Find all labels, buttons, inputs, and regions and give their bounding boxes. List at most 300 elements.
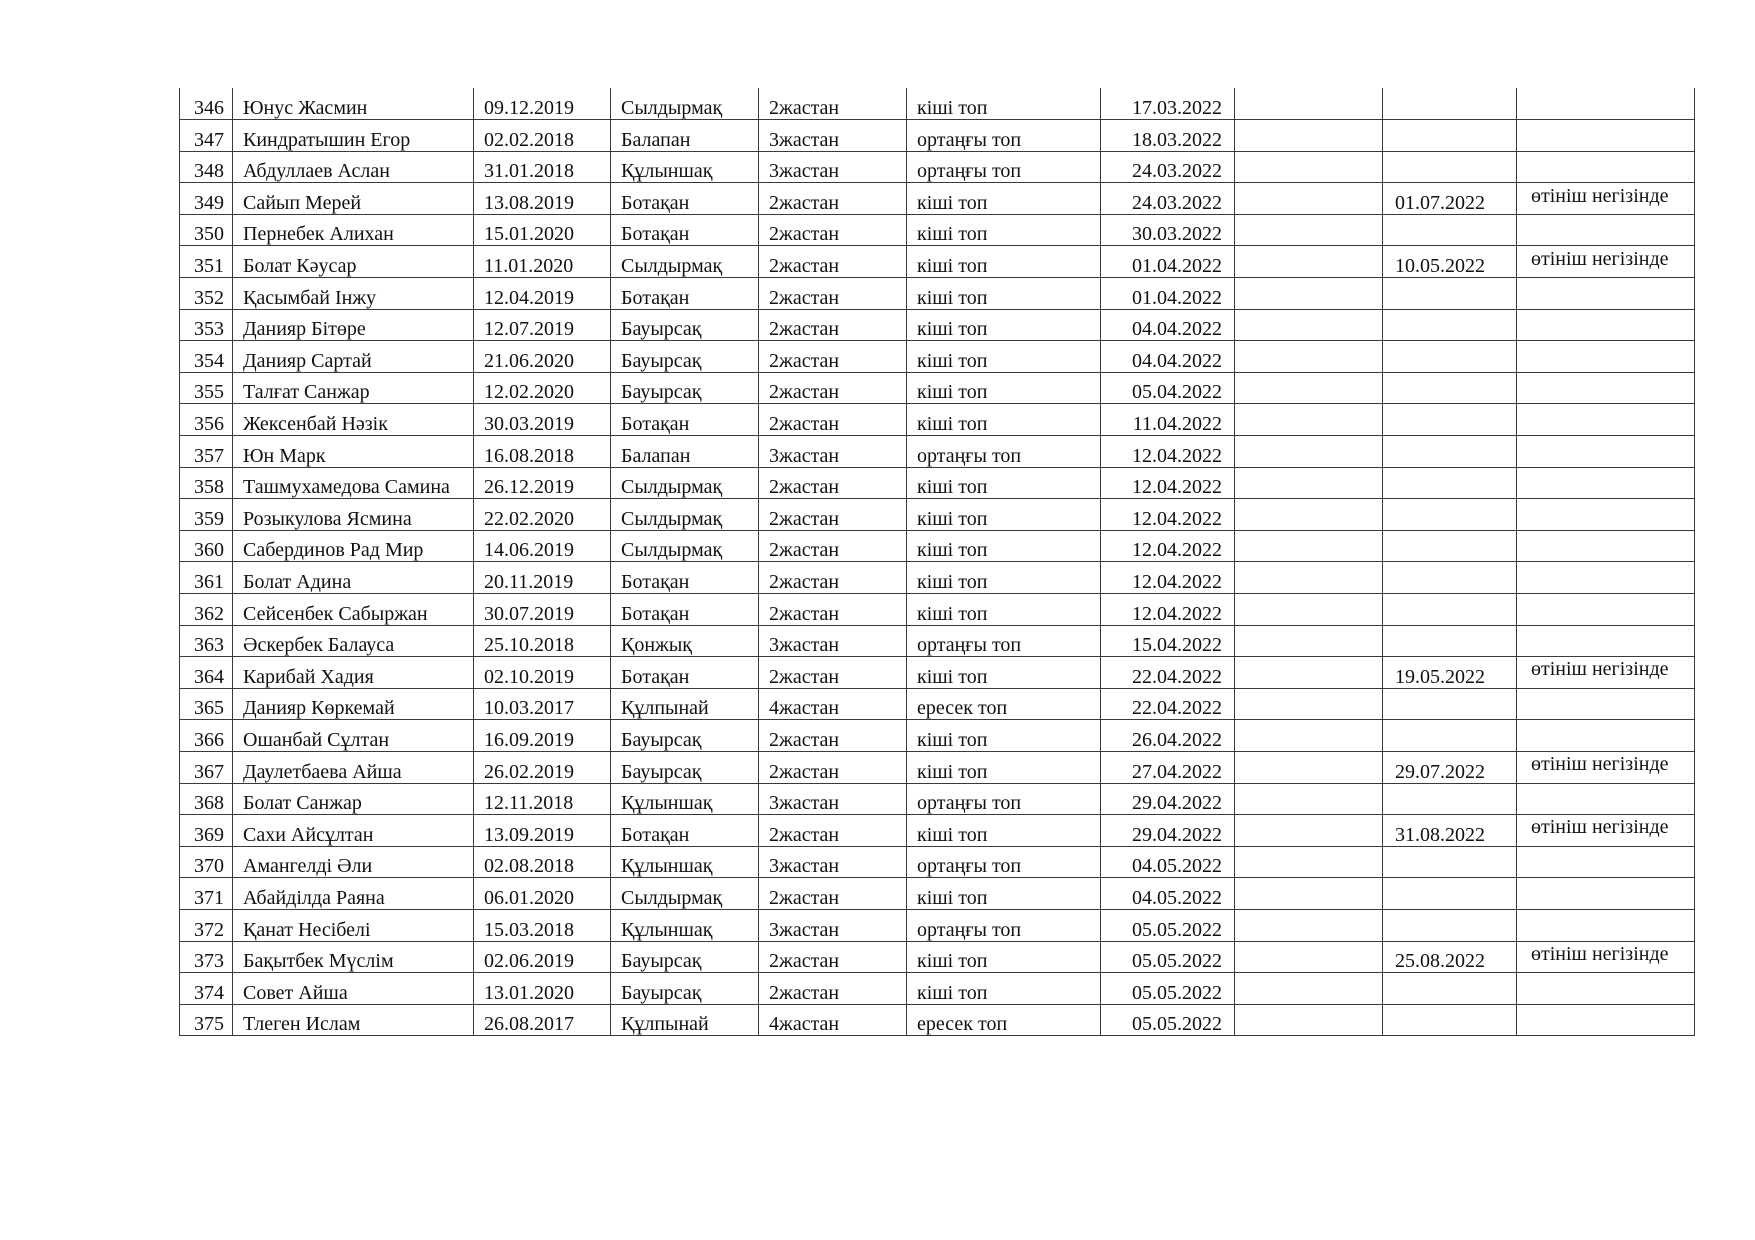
empty-cell xyxy=(1235,120,1383,152)
admission-date: 29.04.2022 xyxy=(1101,815,1235,847)
group-name: Бауырсақ xyxy=(611,372,759,404)
row-number: 353 xyxy=(180,309,233,341)
admission-date: 12.04.2022 xyxy=(1101,530,1235,562)
row-number: 348 xyxy=(180,151,233,183)
row-number: 371 xyxy=(180,878,233,910)
age-category: 3жастан xyxy=(759,909,907,941)
departure-date xyxy=(1383,594,1517,626)
admission-date: 24.03.2022 xyxy=(1101,151,1235,183)
child-name: Болат Санжар xyxy=(233,783,474,815)
child-name: Жексенбай Нәзік xyxy=(233,404,474,436)
age-category: 3жастан xyxy=(759,151,907,183)
group-name: Құлыншақ xyxy=(611,151,759,183)
empty-cell xyxy=(1235,341,1383,373)
empty-cell xyxy=(1235,751,1383,783)
birth-date: 13.08.2019 xyxy=(474,183,611,215)
birth-date: 12.04.2019 xyxy=(474,278,611,310)
child-name: Ташмухамедова Самина xyxy=(233,467,474,499)
admission-date: 18.03.2022 xyxy=(1101,120,1235,152)
admission-date: 05.05.2022 xyxy=(1101,909,1235,941)
group-name: Бауырсақ xyxy=(611,720,759,752)
row-number: 359 xyxy=(180,499,233,531)
admission-date: 11.04.2022 xyxy=(1101,404,1235,436)
departure-note xyxy=(1517,341,1695,373)
empty-cell xyxy=(1235,499,1383,531)
admission-date: 22.04.2022 xyxy=(1101,657,1235,689)
birth-date: 26.12.2019 xyxy=(474,467,611,499)
table-row xyxy=(180,183,1695,215)
child-name: Карибай Хадия xyxy=(233,657,474,689)
table-row xyxy=(180,214,1695,246)
admission-date: 12.04.2022 xyxy=(1101,499,1235,531)
row-number: 369 xyxy=(180,815,233,847)
age-category: 3жастан xyxy=(759,846,907,878)
child-name: Талғат Санжар xyxy=(233,372,474,404)
group-name: Ботақан xyxy=(611,183,759,215)
departure-note xyxy=(1517,120,1695,152)
age-category: 2жастан xyxy=(759,214,907,246)
empty-cell xyxy=(1235,246,1383,278)
empty-cell xyxy=(1235,973,1383,1005)
group-level: ересек топ xyxy=(907,688,1101,720)
group-name: Бауырсақ xyxy=(611,941,759,973)
group-level: ортаңғы топ xyxy=(907,120,1101,152)
row-number: 373 xyxy=(180,941,233,973)
departure-date xyxy=(1383,467,1517,499)
birth-date: 26.02.2019 xyxy=(474,751,611,783)
birth-date: 12.11.2018 xyxy=(474,783,611,815)
row-number: 346 xyxy=(180,88,233,120)
group-level: кіші топ xyxy=(907,183,1101,215)
group-level: кіші топ xyxy=(907,878,1101,910)
departure-note xyxy=(1517,214,1695,246)
age-category: 2жастан xyxy=(759,941,907,973)
row-number: 363 xyxy=(180,625,233,657)
group-name: Ботақан xyxy=(611,562,759,594)
table-row xyxy=(180,151,1695,183)
table-row xyxy=(180,594,1695,626)
empty-cell xyxy=(1235,404,1383,436)
group-level: кіші топ xyxy=(907,467,1101,499)
group-level: ортаңғы топ xyxy=(907,783,1101,815)
child-name: Сайып Мерей xyxy=(233,183,474,215)
row-number: 351 xyxy=(180,246,233,278)
admission-date: 27.04.2022 xyxy=(1101,751,1235,783)
group-name: Сылдырмақ xyxy=(611,530,759,562)
departure-date: 19.05.2022 xyxy=(1383,657,1517,689)
admission-date: 12.04.2022 xyxy=(1101,436,1235,468)
table-row xyxy=(180,278,1695,310)
group-name: Сылдырмақ xyxy=(611,499,759,531)
table-row xyxy=(180,720,1695,752)
group-level: ортаңғы топ xyxy=(907,436,1101,468)
row-number: 372 xyxy=(180,909,233,941)
group-name: Ботақан xyxy=(611,214,759,246)
departure-note xyxy=(1517,467,1695,499)
empty-cell xyxy=(1235,278,1383,310)
child-name: Совет Айша xyxy=(233,973,474,1005)
departure-date xyxy=(1383,436,1517,468)
departure-note: өтініш негізінде xyxy=(1517,183,1695,215)
group-name: Бауырсақ xyxy=(611,751,759,783)
group-level: кіші топ xyxy=(907,973,1101,1005)
empty-cell xyxy=(1235,183,1383,215)
row-number: 370 xyxy=(180,846,233,878)
empty-cell xyxy=(1235,909,1383,941)
row-number: 347 xyxy=(180,120,233,152)
departure-note xyxy=(1517,309,1695,341)
birth-date: 13.01.2020 xyxy=(474,973,611,1005)
row-number: 365 xyxy=(180,688,233,720)
departure-date xyxy=(1383,625,1517,657)
child-name: Данияр Бітөре xyxy=(233,309,474,341)
child-name: Юн Марк xyxy=(233,436,474,468)
row-number: 357 xyxy=(180,436,233,468)
admission-date: 30.03.2022 xyxy=(1101,214,1235,246)
row-number: 368 xyxy=(180,783,233,815)
departure-date xyxy=(1383,151,1517,183)
departure-note xyxy=(1517,878,1695,910)
departure-date xyxy=(1383,688,1517,720)
age-category: 2жастан xyxy=(759,278,907,310)
age-category: 2жастан xyxy=(759,499,907,531)
empty-cell xyxy=(1235,436,1383,468)
empty-cell xyxy=(1235,657,1383,689)
birth-date: 30.07.2019 xyxy=(474,594,611,626)
departure-note: өтініш негізінде xyxy=(1517,941,1695,973)
group-level: кіші топ xyxy=(907,372,1101,404)
empty-cell xyxy=(1235,88,1383,120)
birth-date: 15.01.2020 xyxy=(474,214,611,246)
admission-date: 04.04.2022 xyxy=(1101,309,1235,341)
empty-cell xyxy=(1235,594,1383,626)
table-row xyxy=(180,751,1695,783)
age-category: 2жастан xyxy=(759,973,907,1005)
empty-cell xyxy=(1235,815,1383,847)
departure-date: 25.08.2022 xyxy=(1383,941,1517,973)
child-name: Әскербек Балауса xyxy=(233,625,474,657)
group-level: кіші топ xyxy=(907,941,1101,973)
group-level: кіші топ xyxy=(907,751,1101,783)
row-number: 366 xyxy=(180,720,233,752)
table-row xyxy=(180,530,1695,562)
group-level: кіші топ xyxy=(907,278,1101,310)
empty-cell xyxy=(1235,783,1383,815)
empty-cell xyxy=(1235,941,1383,973)
table-row xyxy=(180,657,1695,689)
child-name: Даулетбаева Айша xyxy=(233,751,474,783)
age-category: 2жастан xyxy=(759,878,907,910)
departure-date xyxy=(1383,372,1517,404)
group-name: Құлпынай xyxy=(611,1004,759,1036)
departure-date xyxy=(1383,499,1517,531)
group-level: кіші топ xyxy=(907,309,1101,341)
departure-date xyxy=(1383,309,1517,341)
departure-date xyxy=(1383,120,1517,152)
departure-date xyxy=(1383,783,1517,815)
departure-date: 10.05.2022 xyxy=(1383,246,1517,278)
row-number: 358 xyxy=(180,467,233,499)
child-name: Сахи Айсұлтан xyxy=(233,815,474,847)
departure-note xyxy=(1517,973,1695,1005)
empty-cell xyxy=(1235,151,1383,183)
age-category: 2жастан xyxy=(759,815,907,847)
row-number: 355 xyxy=(180,372,233,404)
child-name: Киндратышин Егор xyxy=(233,120,474,152)
admission-date: 15.04.2022 xyxy=(1101,625,1235,657)
child-name: Амангелді Әли xyxy=(233,846,474,878)
departure-date xyxy=(1383,530,1517,562)
departure-note xyxy=(1517,372,1695,404)
age-category: 2жастан xyxy=(759,751,907,783)
departure-note xyxy=(1517,1004,1695,1036)
age-category: 2жастан xyxy=(759,467,907,499)
age-category: 2жастан xyxy=(759,657,907,689)
departure-note xyxy=(1517,625,1695,657)
birth-date: 16.09.2019 xyxy=(474,720,611,752)
table-row xyxy=(180,309,1695,341)
group-name: Балапан xyxy=(611,436,759,468)
group-name: Ботақан xyxy=(611,815,759,847)
row-number: 356 xyxy=(180,404,233,436)
group-level: кіші топ xyxy=(907,720,1101,752)
child-name: Болат Кәусар xyxy=(233,246,474,278)
table-row xyxy=(180,246,1695,278)
birth-date: 26.08.2017 xyxy=(474,1004,611,1036)
departure-note xyxy=(1517,151,1695,183)
admission-date: 01.04.2022 xyxy=(1101,246,1235,278)
enrollment-table xyxy=(179,88,1695,1036)
row-number: 350 xyxy=(180,214,233,246)
table-row xyxy=(180,688,1695,720)
birth-date: 12.02.2020 xyxy=(474,372,611,404)
age-category: 2жастан xyxy=(759,309,907,341)
birth-date: 20.11.2019 xyxy=(474,562,611,594)
age-category: 2жастан xyxy=(759,530,907,562)
child-name: Сабердинов Рад Мир xyxy=(233,530,474,562)
departure-note xyxy=(1517,846,1695,878)
age-category: 2жастан xyxy=(759,372,907,404)
row-number: 375 xyxy=(180,1004,233,1036)
child-name: Юнус Жасмин xyxy=(233,88,474,120)
departure-date: 01.07.2022 xyxy=(1383,183,1517,215)
birth-date: 16.08.2018 xyxy=(474,436,611,468)
group-level: кіші топ xyxy=(907,88,1101,120)
age-category: 2жастан xyxy=(759,183,907,215)
group-name: Сылдырмақ xyxy=(611,878,759,910)
group-name: Бауырсақ xyxy=(611,973,759,1005)
table-row xyxy=(180,973,1695,1005)
table-row xyxy=(180,909,1695,941)
admission-date: 12.04.2022 xyxy=(1101,594,1235,626)
birth-date: 02.08.2018 xyxy=(474,846,611,878)
departure-note: өтініш негізінде xyxy=(1517,815,1695,847)
birth-date: 09.12.2019 xyxy=(474,88,611,120)
group-level: кіші топ xyxy=(907,214,1101,246)
group-level: кіші топ xyxy=(907,404,1101,436)
empty-cell xyxy=(1235,530,1383,562)
child-name: Данияр Сартай xyxy=(233,341,474,373)
group-name: Сылдырмақ xyxy=(611,88,759,120)
group-name: Ботақан xyxy=(611,594,759,626)
empty-cell xyxy=(1235,372,1383,404)
departure-date xyxy=(1383,720,1517,752)
table-row xyxy=(180,562,1695,594)
child-name: Пернебек Алихан xyxy=(233,214,474,246)
admission-date: 04.05.2022 xyxy=(1101,878,1235,910)
birth-date: 25.10.2018 xyxy=(474,625,611,657)
group-level: кіші топ xyxy=(907,657,1101,689)
age-category: 3жастан xyxy=(759,436,907,468)
table-row xyxy=(180,341,1695,373)
child-name: Қанат Несібелі xyxy=(233,909,474,941)
birth-date: 15.03.2018 xyxy=(474,909,611,941)
age-category: 4жастан xyxy=(759,1004,907,1036)
birth-date: 31.01.2018 xyxy=(474,151,611,183)
admission-date: 05.04.2022 xyxy=(1101,372,1235,404)
group-name: Құлыншақ xyxy=(611,846,759,878)
admission-date: 05.05.2022 xyxy=(1101,973,1235,1005)
table-row xyxy=(180,941,1695,973)
age-category: 2жастан xyxy=(759,88,907,120)
empty-cell xyxy=(1235,467,1383,499)
age-category: 4жастан xyxy=(759,688,907,720)
age-category: 2жастан xyxy=(759,246,907,278)
empty-cell xyxy=(1235,562,1383,594)
group-name: Құлыншақ xyxy=(611,783,759,815)
admission-date: 22.04.2022 xyxy=(1101,688,1235,720)
group-level: кіші топ xyxy=(907,341,1101,373)
child-name: Қасымбай Інжу xyxy=(233,278,474,310)
table-row xyxy=(180,120,1695,152)
row-number: 364 xyxy=(180,657,233,689)
birth-date: 21.06.2020 xyxy=(474,341,611,373)
departure-date xyxy=(1383,878,1517,910)
departure-note xyxy=(1517,783,1695,815)
child-name: Ошанбай Сұлтан xyxy=(233,720,474,752)
child-name: Данияр Көркемай xyxy=(233,688,474,720)
departure-note xyxy=(1517,278,1695,310)
table-body xyxy=(180,88,1695,1036)
departure-date xyxy=(1383,909,1517,941)
departure-date: 31.08.2022 xyxy=(1383,815,1517,847)
age-category: 2жастан xyxy=(759,594,907,626)
group-level: ортаңғы топ xyxy=(907,625,1101,657)
birth-date: 10.03.2017 xyxy=(474,688,611,720)
departure-date xyxy=(1383,88,1517,120)
group-name: Сылдырмақ xyxy=(611,246,759,278)
departure-note: өтініш негізінде xyxy=(1517,751,1695,783)
row-number: 354 xyxy=(180,341,233,373)
admission-date: 01.04.2022 xyxy=(1101,278,1235,310)
admission-date: 29.04.2022 xyxy=(1101,783,1235,815)
group-name: Ботақан xyxy=(611,278,759,310)
table-row xyxy=(180,815,1695,847)
departure-date xyxy=(1383,214,1517,246)
empty-cell xyxy=(1235,625,1383,657)
row-number: 362 xyxy=(180,594,233,626)
departure-note xyxy=(1517,720,1695,752)
departure-note xyxy=(1517,530,1695,562)
group-level: ортаңғы топ xyxy=(907,846,1101,878)
group-level: кіші топ xyxy=(907,530,1101,562)
table-row xyxy=(180,372,1695,404)
departure-date xyxy=(1383,404,1517,436)
table-row xyxy=(180,846,1695,878)
empty-cell xyxy=(1235,1004,1383,1036)
departure-note xyxy=(1517,594,1695,626)
table-row xyxy=(180,499,1695,531)
row-number: 360 xyxy=(180,530,233,562)
admission-date: 12.04.2022 xyxy=(1101,467,1235,499)
child-name: Розыкулова Ясмина xyxy=(233,499,474,531)
table-row xyxy=(180,783,1695,815)
departure-note xyxy=(1517,404,1695,436)
departure-date xyxy=(1383,973,1517,1005)
child-name: Бақытбек Мүслім xyxy=(233,941,474,973)
departure-note: өтініш негізінде xyxy=(1517,246,1695,278)
birth-date: 02.10.2019 xyxy=(474,657,611,689)
child-name: Тлеген Ислам xyxy=(233,1004,474,1036)
table-row xyxy=(180,436,1695,468)
birth-date: 14.06.2019 xyxy=(474,530,611,562)
admission-date: 12.04.2022 xyxy=(1101,562,1235,594)
group-name: Бауырсақ xyxy=(611,309,759,341)
table-row xyxy=(180,467,1695,499)
departure-note xyxy=(1517,436,1695,468)
departure-date xyxy=(1383,341,1517,373)
child-name: Болат Адина xyxy=(233,562,474,594)
empty-cell xyxy=(1235,846,1383,878)
group-name: Құлыншақ xyxy=(611,909,759,941)
birth-date: 02.02.2018 xyxy=(474,120,611,152)
departure-date xyxy=(1383,562,1517,594)
birth-date: 02.06.2019 xyxy=(474,941,611,973)
group-level: кіші топ xyxy=(907,562,1101,594)
age-category: 2жастан xyxy=(759,341,907,373)
departure-date: 29.07.2022 xyxy=(1383,751,1517,783)
age-category: 2жастан xyxy=(759,404,907,436)
group-level: кіші топ xyxy=(907,815,1101,847)
empty-cell xyxy=(1235,214,1383,246)
birth-date: 30.03.2019 xyxy=(474,404,611,436)
birth-date: 22.02.2020 xyxy=(474,499,611,531)
child-name: Сейсенбек Сабыржан xyxy=(233,594,474,626)
departure-note xyxy=(1517,688,1695,720)
row-number: 349 xyxy=(180,183,233,215)
admission-date: 04.05.2022 xyxy=(1101,846,1235,878)
child-name: Абдуллаев Аслан xyxy=(233,151,474,183)
admission-date: 05.05.2022 xyxy=(1101,1004,1235,1036)
group-name: Бауырсақ xyxy=(611,341,759,373)
group-level: кіші топ xyxy=(907,246,1101,278)
departure-note xyxy=(1517,909,1695,941)
table-row xyxy=(180,878,1695,910)
table-row xyxy=(180,625,1695,657)
group-name: Ботақан xyxy=(611,657,759,689)
table-row xyxy=(180,404,1695,436)
departure-note xyxy=(1517,499,1695,531)
empty-cell xyxy=(1235,878,1383,910)
child-name: Абайділда Раяна xyxy=(233,878,474,910)
empty-cell xyxy=(1235,720,1383,752)
departure-date xyxy=(1383,1004,1517,1036)
group-name: Қонжық xyxy=(611,625,759,657)
age-category: 2жастан xyxy=(759,720,907,752)
table-row xyxy=(180,88,1695,120)
group-level: ересек топ xyxy=(907,1004,1101,1036)
group-level: ортаңғы топ xyxy=(907,909,1101,941)
